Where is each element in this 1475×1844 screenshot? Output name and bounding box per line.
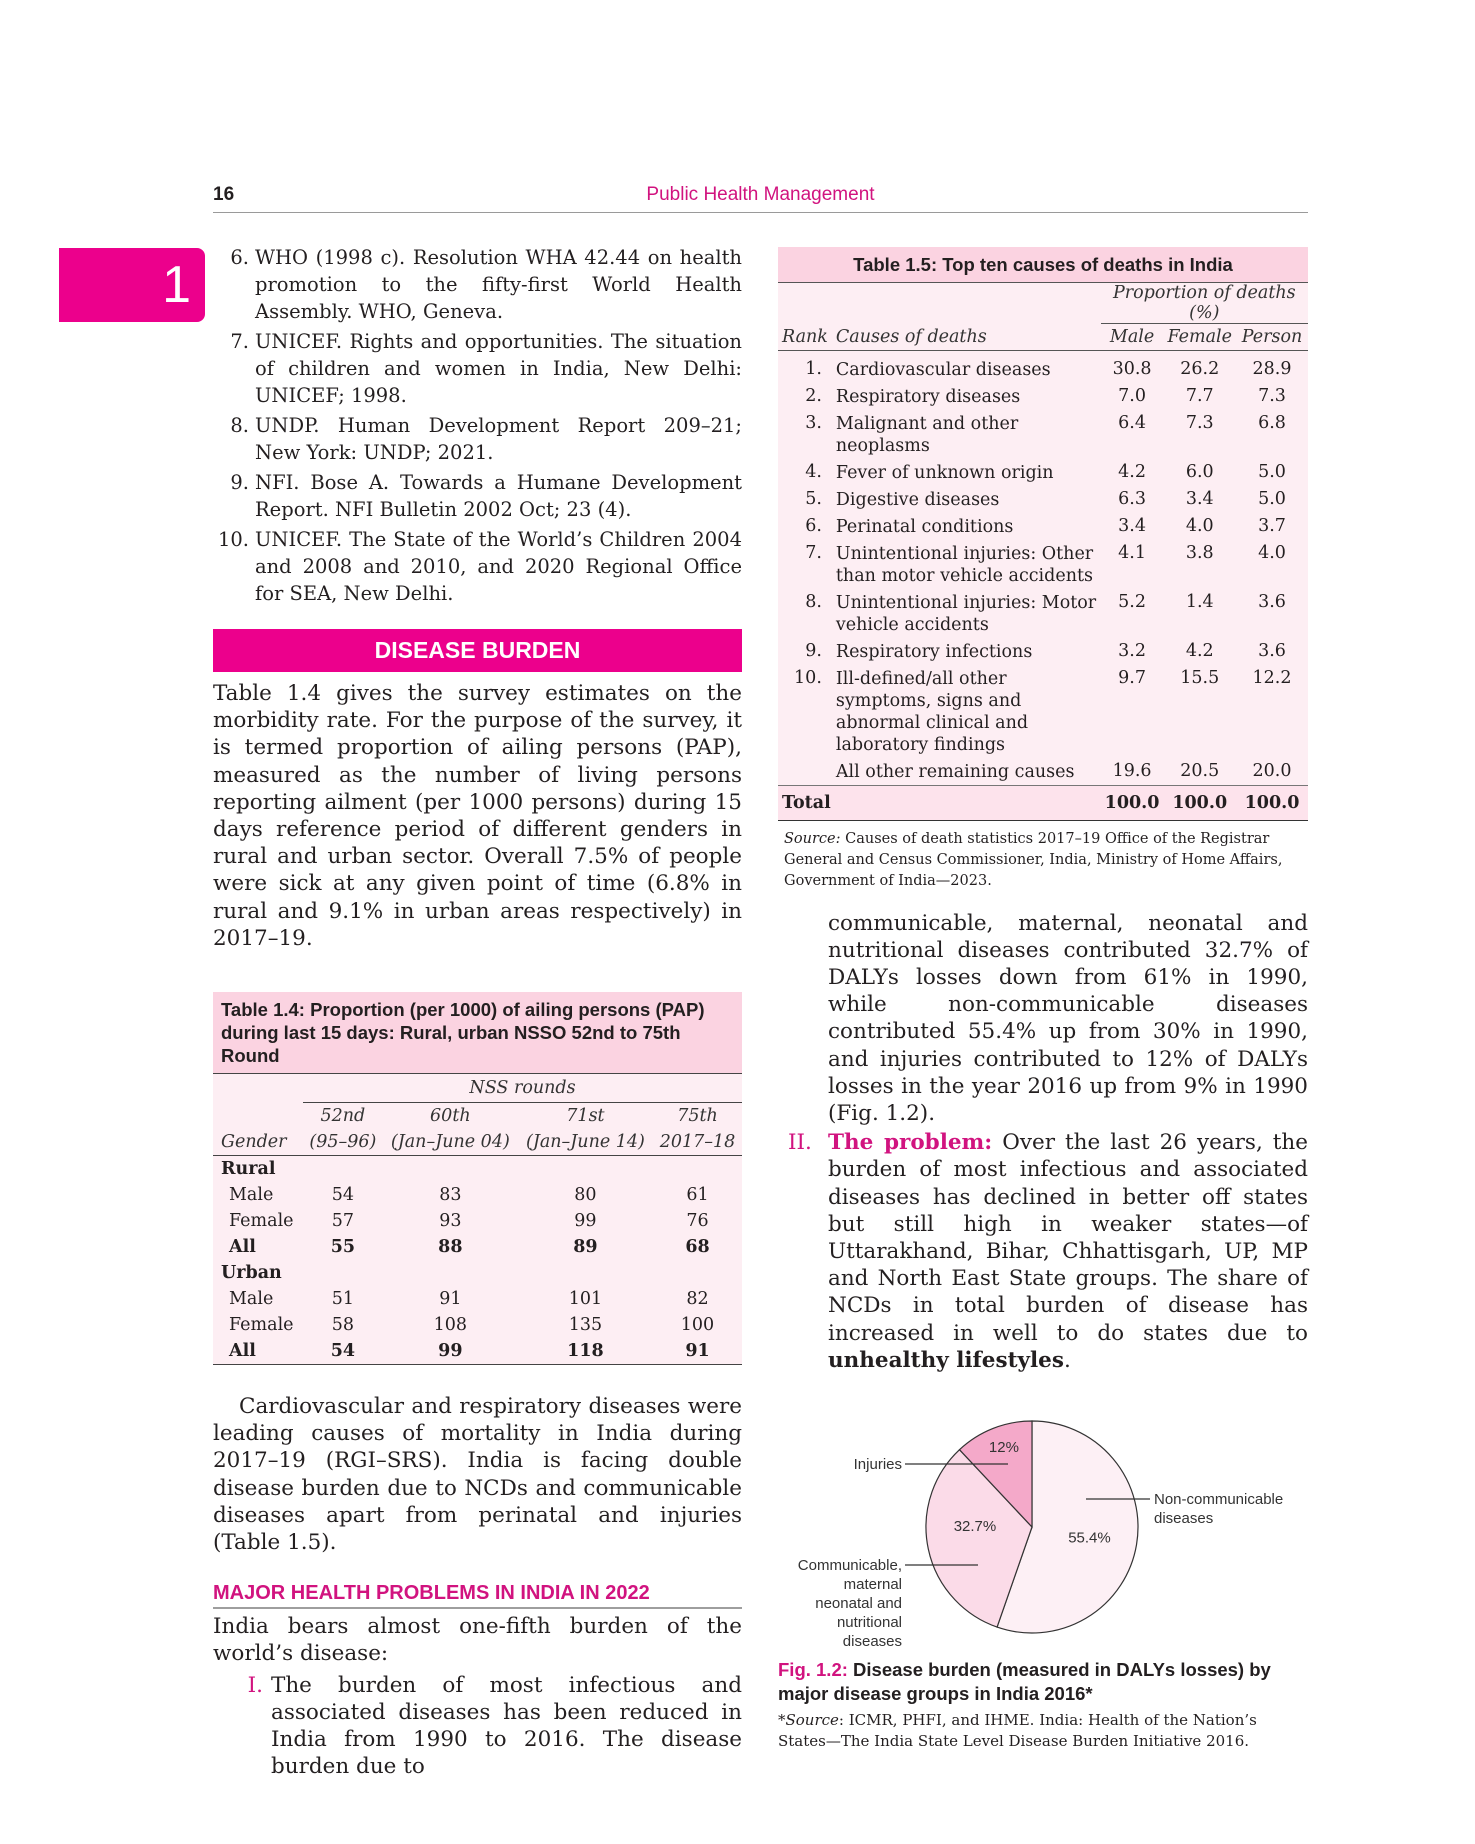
cell-value: 99: [438, 1341, 463, 1362]
proportion-header: Proportion of deaths (%): [1101, 283, 1308, 324]
cause: All other remaining causes: [835, 761, 1075, 782]
table-row: [213, 1286, 742, 1312]
unhealthy-lifestyles: unhealthy lifestyles: [828, 1347, 1064, 1373]
major-health-problems-heading: MAJOR HEALTH PROBLEMS IN INDIA IN 2022: [213, 1582, 742, 1609]
col-round: 71st: [566, 1106, 605, 1127]
cell-value: 4.0: [1258, 542, 1286, 563]
cell-value: 101: [568, 1289, 603, 1310]
chapter-tab: 1: [59, 248, 205, 322]
callout-label: diseases: [1154, 1509, 1214, 1527]
table-row: [213, 1234, 742, 1260]
cell-value: 7.3: [1258, 385, 1286, 406]
cell-value: 20.0: [1252, 760, 1292, 781]
list-item-I: [213, 1672, 742, 1781]
reference-number: 8.: [230, 414, 249, 437]
cell-value: 100: [680, 1315, 715, 1336]
col-period: (95–96): [309, 1132, 377, 1153]
cell-value: 7.3: [1185, 412, 1214, 433]
cell-value: 54: [331, 1185, 355, 1206]
cell-value: 89: [573, 1237, 598, 1258]
cell-value: 3.6: [1258, 591, 1286, 612]
callout-label: Communicable,: [797, 1556, 902, 1574]
reference-number: 10.: [217, 528, 249, 551]
source-asterisk: *: [778, 1710, 786, 1729]
cell-value: 99: [574, 1211, 597, 1232]
row-label: Male: [229, 1289, 274, 1310]
cell-value: 26.2: [1180, 358, 1220, 379]
table-1-4: [213, 992, 742, 1365]
reference-text: UNICEF. The State of the World’s Children 2004 and 2008 and 2010, and 2020 Regional Office for SEA, New Delhi.: [255, 528, 742, 605]
table-1-4-grid: [213, 1073, 742, 1365]
source-label: Source:: [784, 830, 841, 847]
cell-value: 7.0: [1118, 385, 1146, 406]
cell-value: 108: [433, 1315, 468, 1336]
rank: [778, 758, 832, 786]
table-row: [213, 1338, 742, 1365]
cell-value: 118: [567, 1341, 604, 1362]
total-female: 100.0: [1172, 792, 1228, 813]
reference-text: NFI. Bose A. Towards a Humane Development Report. NFI Bulletin 2002 Oct; 23 (4).: [255, 471, 742, 521]
cell-value: 4.2: [1118, 461, 1146, 482]
source-text: : ICMR, PHFI, and IHME. India: Health of the Nation’s States—The India State Level Disease Burden Initiative 2016.: [778, 1710, 1257, 1750]
reference-number: 9.: [230, 471, 249, 494]
figure-1-2-pie-chart: [778, 1402, 1308, 1652]
cell-value: 4.1: [1118, 542, 1146, 563]
cell-value: 5.0: [1258, 488, 1286, 509]
cell-value: 58: [331, 1315, 355, 1336]
cell-value: 51: [331, 1289, 355, 1310]
cause: Digestive diseases: [835, 489, 1000, 510]
table-row: [778, 350, 1308, 383]
total-person: 100.0: [1244, 792, 1300, 813]
cell-value: 1.4: [1185, 591, 1214, 612]
figure-1-2-caption: [778, 1658, 1308, 1706]
reference-item: [213, 412, 742, 466]
rank: 7.: [805, 542, 822, 563]
figure-label: Fig. 1.2:: [778, 1658, 848, 1680]
total-male: 100.0: [1104, 792, 1160, 813]
cell-value: 15.5: [1180, 667, 1220, 688]
right-column: [778, 247, 1308, 1752]
cell-value: 135: [568, 1315, 603, 1336]
major-problems-intro: India bears almost one-fifth burden of the world’s disease:: [213, 1614, 742, 1667]
cause: Unintentional injuries: Other than motor vehicle accidents: [835, 543, 1094, 586]
cause: Ill-defined/all other symptoms, signs and abnormal clinical and laboratory findings: [835, 668, 1029, 755]
running-title: Public Health Management: [646, 184, 875, 205]
cell-value: 54: [330, 1341, 356, 1362]
figure-caption-text: Disease burden (measured in DALYs losses) by major disease groups in India 2016*: [778, 1658, 1271, 1704]
cell-value: 19.6: [1112, 760, 1152, 781]
cell-value: 82: [686, 1289, 709, 1310]
cell-value: 3.7: [1258, 515, 1286, 536]
table-1-5-source: [778, 829, 1308, 892]
cell-value: 4.2: [1185, 640, 1214, 661]
cause-header: Causes of deaths: [835, 326, 987, 347]
reference-item: [213, 244, 742, 325]
row-label: All: [229, 1237, 256, 1258]
cell-value: 88: [438, 1237, 463, 1258]
cell-value: 57: [331, 1211, 355, 1232]
cause: Respiratory diseases: [835, 386, 1021, 407]
table-row: [213, 1182, 742, 1208]
cell-value: 80: [574, 1185, 597, 1206]
table-row: [213, 1208, 742, 1234]
cell-value: 5.0: [1258, 461, 1286, 482]
col-round: 75th: [677, 1106, 718, 1127]
table-row: [213, 1312, 742, 1338]
continuation-paragraph: communicable, maternal, neonatal and nutritional diseases contributed 32.7% of DALYs losses down from 61% in 1990, while non-communicable diseases contributed 55.4% up from 30% in 1990, and injuries contributed to 12% of DALYs losses in the year 2016 up from 9% in 1990 (Fig. 1.2).: [828, 910, 1308, 1126]
problem-end: .: [1063, 1347, 1071, 1373]
cell-value: 91: [685, 1341, 710, 1362]
person-header: Person: [1241, 326, 1303, 347]
cell-value: 6.0: [1185, 461, 1214, 482]
source-label: Source: [785, 1710, 839, 1729]
reference-item: [213, 526, 742, 607]
col-round: 52nd: [320, 1106, 366, 1127]
cell-value: 3.4: [1185, 488, 1214, 509]
cell-value: 6.4: [1118, 412, 1146, 433]
gender-header: Gender: [221, 1132, 287, 1153]
rank: 10.: [794, 667, 822, 688]
cell-value: 4.0: [1185, 515, 1214, 536]
rank: 9.: [805, 640, 822, 661]
page-header: [213, 180, 1308, 213]
cause: Fever of unknown origin: [835, 462, 1054, 483]
problem-lead: The problem:: [828, 1130, 993, 1156]
page-number: 16: [213, 184, 235, 205]
cell-value: 5.2: [1118, 591, 1146, 612]
cell-value: 3.6: [1258, 640, 1286, 661]
table-1-5-caption: Table 1.5: Top ten causes of deaths in India: [778, 247, 1308, 282]
table-row: [778, 513, 1308, 540]
cause: Respiratory infections: [835, 641, 1033, 662]
table-1-5: [778, 247, 1308, 821]
slice-value-label: 55.4%: [1068, 1529, 1111, 1547]
female-header: Female: [1167, 326, 1232, 347]
rank: 5.: [805, 488, 822, 509]
figure-1-2-source: [778, 1710, 1308, 1752]
callout-label: diseases: [842, 1632, 902, 1650]
references-list: [213, 244, 742, 607]
rank: 8.: [805, 591, 822, 612]
cause: Perinatal conditions: [835, 516, 1014, 537]
col-period: (Jan–June 14): [526, 1132, 645, 1153]
callout-label: nutritional: [836, 1613, 902, 1631]
section-heading-disease-burden: DISEASE BURDEN: [213, 629, 742, 672]
nss-rounds-header: NSS rounds: [303, 1074, 742, 1103]
table-row: [778, 410, 1308, 459]
slice-value-label: 12%: [988, 1438, 1019, 1456]
cell-value: 6.8: [1258, 412, 1286, 433]
table-row: [778, 638, 1308, 665]
table-row: [778, 665, 1308, 758]
callout-label: Injuries: [853, 1455, 902, 1473]
table-row: [778, 758, 1308, 786]
cause: Unintentional injuries: Motor vehicle accidents: [835, 592, 1097, 635]
cell-value: 93: [439, 1211, 462, 1232]
rank: 2.: [805, 385, 822, 406]
problem-text: Over the last 26 years, the burden of most infectious and associated diseases has declined in better off states but still high in weaker states—of Uttarakhand, Bihar, Chhattisgarh, UP, MP and North East State groups. The share of NCDs in total burden of disease has increased in well to do states due to: [828, 1130, 1308, 1346]
cell-value: 55: [330, 1237, 356, 1258]
table-row: [778, 459, 1308, 486]
list-marker: I.: [247, 1672, 263, 1698]
cell-value: 28.9: [1252, 358, 1292, 379]
cell-value: 68: [685, 1237, 710, 1258]
callout-label: Non-communicable: [1154, 1490, 1284, 1508]
rank-header: Rank: [782, 326, 828, 347]
reference-text: UNICEF. Rights and opportunities. The situation of children and women in India, New Delhi: UNICEF; 1998.: [255, 330, 742, 407]
cause: Cardiovascular diseases: [835, 359, 1051, 380]
col-period: 2017–18: [659, 1132, 736, 1153]
cell-value: 20.5: [1180, 760, 1220, 781]
total-label: Total: [782, 792, 831, 813]
cell-value: 83: [439, 1185, 462, 1206]
list-item-text: [828, 1129, 1308, 1374]
cell-value: 76: [686, 1211, 709, 1232]
slice-value-label: 32.7%: [953, 1518, 997, 1536]
rank: 3.: [805, 412, 822, 433]
row-label: Male: [229, 1185, 274, 1206]
table-row: [778, 383, 1308, 410]
reference-number: 6.: [230, 246, 249, 269]
reference-text: UNDP. Human Development Report 209–21; New York: UNDP; 2021.: [255, 414, 742, 464]
cell-value: 12.2: [1252, 667, 1292, 688]
row-label: Female: [229, 1315, 294, 1336]
reference-number: 7.: [230, 330, 249, 353]
cell-value: 91: [439, 1289, 462, 1310]
cell-value: 3.2: [1118, 640, 1146, 661]
row-label: Female: [229, 1211, 294, 1232]
cell-value: 3.8: [1185, 542, 1214, 563]
table-row: [778, 486, 1308, 513]
cardio-paragraph: Cardiovascular and respiratory diseases were leading causes of mortality in India during 2017–19 (RGI–SRS). India is facing double disease burden due to NCDs and communicable diseases apart from perinatal and injuries (Table 1.5).: [213, 1394, 742, 1556]
reference-text: WHO (1998 c). Resolution WHA 42.44 on health promotion to the fifty-first World Health Assembly. WHO, Geneva.: [255, 246, 742, 323]
table-1-5-grid: [778, 282, 1308, 821]
list-item-text: The burden of most infectious and associated diseases has been reduced in India from 1990 to 2016. The disease burden due to: [271, 1672, 742, 1780]
rank: 4.: [805, 461, 822, 482]
cell-value: 61: [686, 1185, 709, 1206]
source-text: Causes of death statistics 2017–19 Office of the Registrar General and Census Commissioner, India, Ministry of Home Affairs, Government of India—2023.: [784, 830, 1283, 889]
cell-value: 30.8: [1112, 358, 1152, 379]
cell-value: 9.7: [1118, 667, 1146, 688]
callout-label: maternal: [843, 1575, 902, 1593]
list-marker: II.: [788, 1130, 812, 1156]
rank: 6.: [805, 515, 822, 536]
col-period: (Jan–June 04): [390, 1132, 510, 1153]
col-round: 60th: [430, 1106, 471, 1127]
section-label: Urban: [221, 1263, 282, 1284]
cell-value: 7.7: [1185, 385, 1214, 406]
section-label: Rural: [221, 1159, 276, 1180]
list-item-II: [788, 1129, 1308, 1374]
cell-value: 6.3: [1118, 488, 1146, 509]
disease-burden-paragraph: Table 1.4 gives the survey estimates on the morbidity rate. For the purpose of the survey, it is termed proportion of ailing persons (PAP), measured as the number of living persons reporting ailment (per 1000 persons) during 15 days reference period of different genders in rural and urban sector. Overall 7.5% of people were sick at any given point of time (6.8% in rural and 9.1% in urban areas respectively) in 2017–19.: [213, 681, 742, 951]
cause: Malignant and other neoplasms: [835, 413, 1019, 456]
rank: 1.: [805, 358, 822, 379]
callout-label: neonatal and: [815, 1594, 902, 1612]
table-1-4-caption: Table 1.4: Proportion (per 1000) of ailing persons (PAP) during last 15 days: Rural, urban NSSO 52nd to 75th Round: [213, 992, 742, 1073]
table-row: [778, 589, 1308, 638]
left-column: [213, 244, 742, 1780]
reference-item: [213, 469, 742, 523]
male-header: Male: [1109, 326, 1155, 347]
row-label: All: [229, 1341, 256, 1362]
cell-value: 3.4: [1118, 515, 1146, 536]
reference-item: [213, 328, 742, 409]
table-row: [778, 540, 1308, 589]
